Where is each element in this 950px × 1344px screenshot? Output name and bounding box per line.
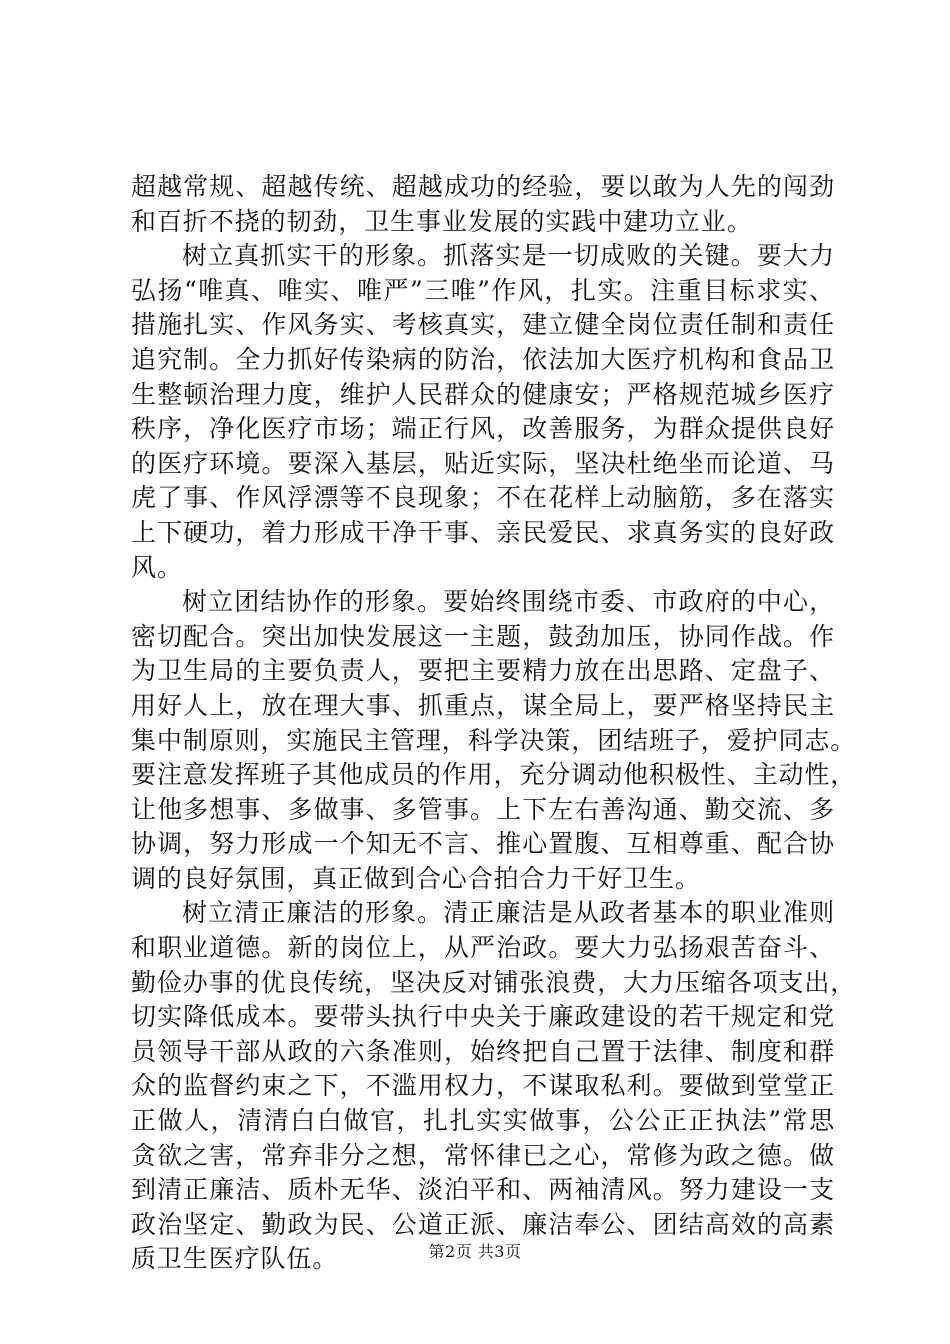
text-line: 协调，努力形成一个知无不言、推心置腹、互相尊重、配合协 (131, 829, 835, 859)
paragraph-first-line: 树立真抓实干的形象。抓落实是一切成败的关键。要大力 (182, 241, 835, 271)
text-line: 上下硬功，着力形成干净干事、亲民爱民、求真务实的良好政 (131, 517, 835, 547)
text-line: 质卫生医疗队伍。 (131, 1244, 339, 1274)
text-line: 勤俭办事的优良传统，坚决反对铺张浪费，大力压缩各项支出， (131, 967, 857, 997)
text-line: 众的监督约束之下，不滥用权力，不谋取私利。要做到堂堂正 (131, 1071, 835, 1101)
text-line: 到清正廉洁、质朴无华、淡泊平和、两袖清风。努力建设一支 (131, 1175, 835, 1205)
text-line: 调的良好氛围，真正做到合心合拍合力干好卫生。 (131, 863, 701, 893)
text-line: 贪欲之害，常弃非分之想，常怀律已之心，常修为政之德。做 (131, 1140, 835, 1170)
paragraph-first-line: 树立清正廉洁的形象。清正廉洁是从政者基本的职业准则 (182, 898, 835, 928)
page-footer: 第2页 共3页 (428, 1242, 522, 1261)
text-line: 措施扎实、作风务实、考核真实，建立健全岗位责任制和责任 (131, 310, 835, 340)
paragraph-first-line: 树立团结协作的形象。要始终围绕市委、市政府的中心， (182, 587, 835, 617)
text-line: 追究制。全力抓好传染病的防治，依法加大医疗机构和食品卫 (131, 344, 835, 374)
text-line: 风。 (131, 552, 183, 582)
text-line: 政治坚定、勤政为民、公道正派、廉洁奉公、团结高效的高素 (131, 1209, 835, 1239)
text-line: 用好人上，放在理大事、抓重点，谋全局上，要严格坚持民主 (131, 690, 835, 720)
text-line: 为卫生局的主要负责人，要把主要精力放在出思路、定盘子、 (131, 656, 835, 686)
text-line: 要注意发挥班子其他成员的作用，充分调动他积极性、主动性， (131, 760, 857, 790)
text-line: 员领导干部从政的六条准则，始终把自己置于法律、制度和群 (131, 1036, 835, 1066)
text-line: 生整顿治理力度，维护人民群众的健康安；严格规范城乡医疗 (131, 379, 835, 409)
text-line: 和百折不挠的韧劲，卫生事业发展的实践中建功立业。 (131, 206, 753, 236)
text-line: 让他多想事、多做事、多管事。上下左右善沟通、勤交流、多 (131, 794, 835, 824)
text-line: 密切配合。突出加快发展这一主题，鼓劲加压，协同作战。作 (131, 621, 835, 651)
document-body (131, 170, 857, 1277)
text-line: 秩序，净化医疗市场；端正行风，改善服务，为群众提供良好 (131, 414, 835, 444)
text-line: 虎了事、作风浮漂等不良现象；不在花样上动脑筋，多在落实 (131, 483, 835, 513)
text-line: 正做人，清清白白做官，扎扎实实做事，公公正正执法”常思 (131, 1106, 835, 1136)
text-line: 弘扬“唯真、唯实、唯严”三唯”作风，扎实。注重目标求实、 (131, 275, 835, 305)
text-line: 集中制原则，实施民主管理，科学决策，团结班子，爱护同志。 (131, 725, 857, 755)
text-line: 的医疗环境。要深入基层，贴近实际，坚决杜绝坐而论道、马 (131, 448, 835, 478)
text-line: 和职业道德。新的岗位上，从严治政。要大力弘扬艰苦奋斗、 (131, 933, 835, 963)
text-line: 超越常规、超越传统、超越成功的经验，要以敢为人先的闯劲 (131, 172, 835, 201)
text-line: 切实降低成本。要带头执行中央关于廉政建设的若干规定和党 (131, 1002, 835, 1032)
